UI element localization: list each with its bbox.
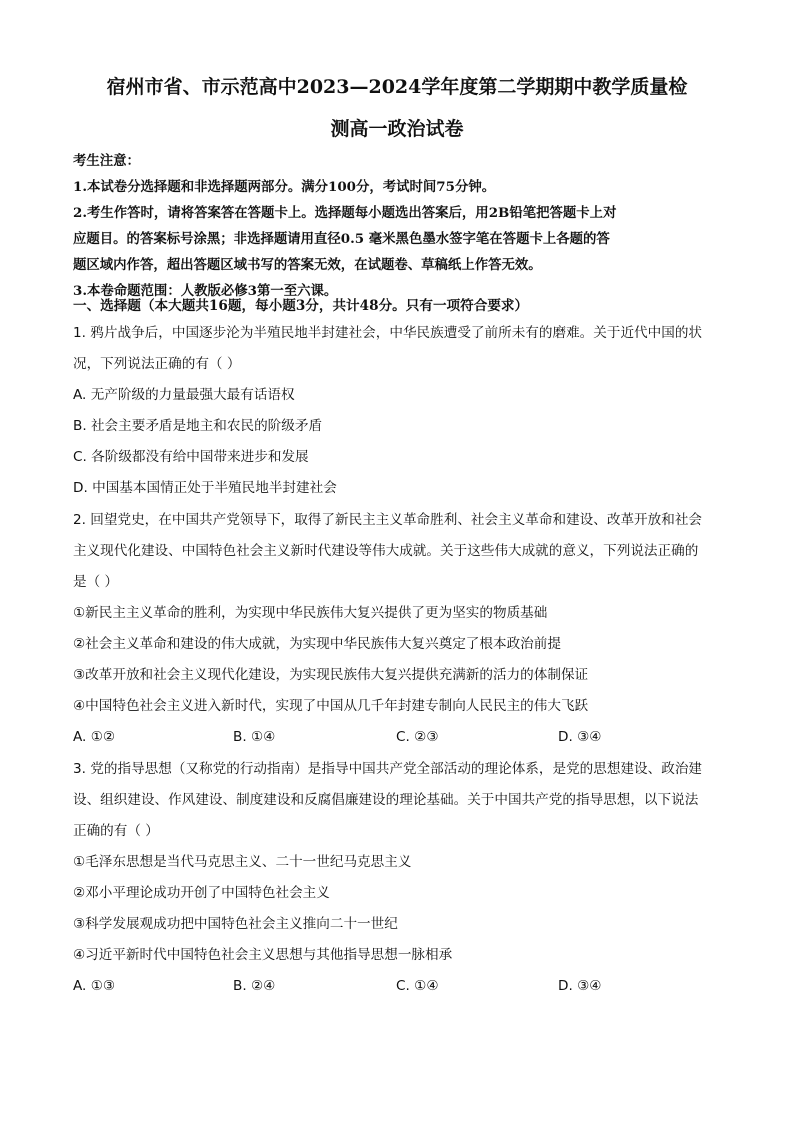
question-3-choice-d: D. ③④ bbox=[558, 978, 602, 994]
exam-notes bbox=[73, 148, 733, 304]
question-3-statement-4: ④习近平新时代中国特色社会主义思想与其他指导思想一脉相承 bbox=[73, 947, 453, 963]
question-3-stem: 正确的有（ ） bbox=[73, 823, 159, 839]
question-3-stem: 设、组织建设、作风建设、制度建设和反腐倡廉建设的理论基础。关于中国共产党的指导思想，以下说法 bbox=[73, 792, 699, 808]
question-1-option-c: C. 各阶级都没有给中国带来进步和发展 bbox=[73, 449, 309, 465]
question-1-option-a: A. 无产阶级的力量最强大最有话语权 bbox=[73, 387, 295, 403]
exam-title-line2: 测高一政治试卷 bbox=[330, 118, 464, 140]
question-2 bbox=[73, 505, 733, 753]
notes-item: 题区域内作答，超出答题区域书写的答案无效，在试题卷、草稿纸上作答无效。 bbox=[73, 257, 542, 273]
notes-item: 2.考生作答时，请将答案答在答题卡上。选择题每小题选出答案后，用2B铅笔把答题卡上对 bbox=[73, 205, 617, 221]
question-2-stem: 2. 回望党史，在中国共产党领导下，取得了新民主主义革命胜利、社会主义革命和建设、改革开放和社会 bbox=[73, 512, 703, 528]
notes-item: 3.本卷命题范围：人教版必修3第一至六课。 bbox=[73, 283, 338, 299]
question-3-statement-2: ②邓小平理论成功开创了中国特色社会主义 bbox=[73, 885, 330, 901]
section-heading: 一、选择题（本大题共16题，每小题3分，共计48分。只有一项符合要求） bbox=[73, 298, 529, 314]
notes-item: 应题目。的答案标号涂黑；非选择题请用直径0.5 毫米黑色墨水签字笔在答题卡上各题的答 bbox=[73, 231, 610, 247]
question-1-option-b: B. 社会主要矛盾是地主和农民的阶级矛盾 bbox=[73, 418, 323, 434]
question-2-choices bbox=[73, 722, 733, 753]
question-2-stem: 是（ ） bbox=[73, 574, 119, 590]
exam-title-line1: 宿州市省、市示范高中2023—2024学年度第二学期期中教学质量检 bbox=[106, 76, 688, 98]
question-3-choices bbox=[73, 971, 733, 1002]
question-2-choice-d: D. ③④ bbox=[558, 729, 602, 745]
question-2-choice-c: C. ②③ bbox=[396, 729, 439, 745]
question-2-statement-1: ①新民主主义革命的胜利，为实现中华民族伟大复兴提供了更为坚实的物质基础 bbox=[73, 605, 548, 621]
notes-heading: 考生注意： bbox=[73, 153, 140, 169]
question-3-statement-1: ①毛泽东思想是当代马克思主义、二十一世纪马克思主义 bbox=[73, 854, 412, 870]
question-3-stem: 3. 党的指导思想（又称党的行动指南）是指导中国共产党全部活动的理论体系，是党的思想建设、政治建 bbox=[73, 761, 703, 777]
question-2-statement-4: ④中国特色社会主义进入新时代，实现了中国从几千年封建专制向人民民主的伟大飞跃 bbox=[73, 698, 589, 714]
question-1 bbox=[73, 318, 733, 504]
question-2-statement-2: ②社会主义革命和建设的伟大成就，为实现中华民族伟大复兴奠定了根本政治前提 bbox=[73, 636, 561, 652]
question-2-statement-3: ③改革开放和社会主义现代化建设，为实现民族伟大复兴提供充满新的活力的体制保证 bbox=[73, 667, 589, 683]
question-3-choice-b: B. ②④ bbox=[233, 978, 276, 994]
question-1-stem: 况，下列说法正确的有（ ） bbox=[73, 356, 241, 372]
question-2-choice-b: B. ①④ bbox=[233, 729, 276, 745]
notes-item: 1.本试卷分选择题和非选择题两部分。满分100分，考试时间75分钟。 bbox=[73, 179, 496, 195]
question-3 bbox=[73, 754, 733, 1002]
question-3-statement-3: ③科学发展观成功把中国特色社会主义推向二十一世纪 bbox=[73, 916, 398, 932]
question-1-option-d: D. 中国基本国情正处于半殖民地半封建社会 bbox=[73, 480, 337, 496]
question-2-choice-a: A. ①② bbox=[73, 729, 116, 745]
question-3-choice-c: C. ①④ bbox=[396, 978, 439, 994]
question-1-stem: 1. 鸦片战争后，中国逐步沦为半殖民地半封建社会，中华民族遭受了前所未有的磨难。关于近代中国的状 bbox=[73, 325, 703, 341]
question-3-choice-a: A. ①③ bbox=[73, 978, 116, 994]
question-2-stem: 主义现代化建设、中国特色社会主义新时代建设等伟大成就。关于这些伟大成就的意义，下列说法正确的 bbox=[73, 543, 699, 559]
